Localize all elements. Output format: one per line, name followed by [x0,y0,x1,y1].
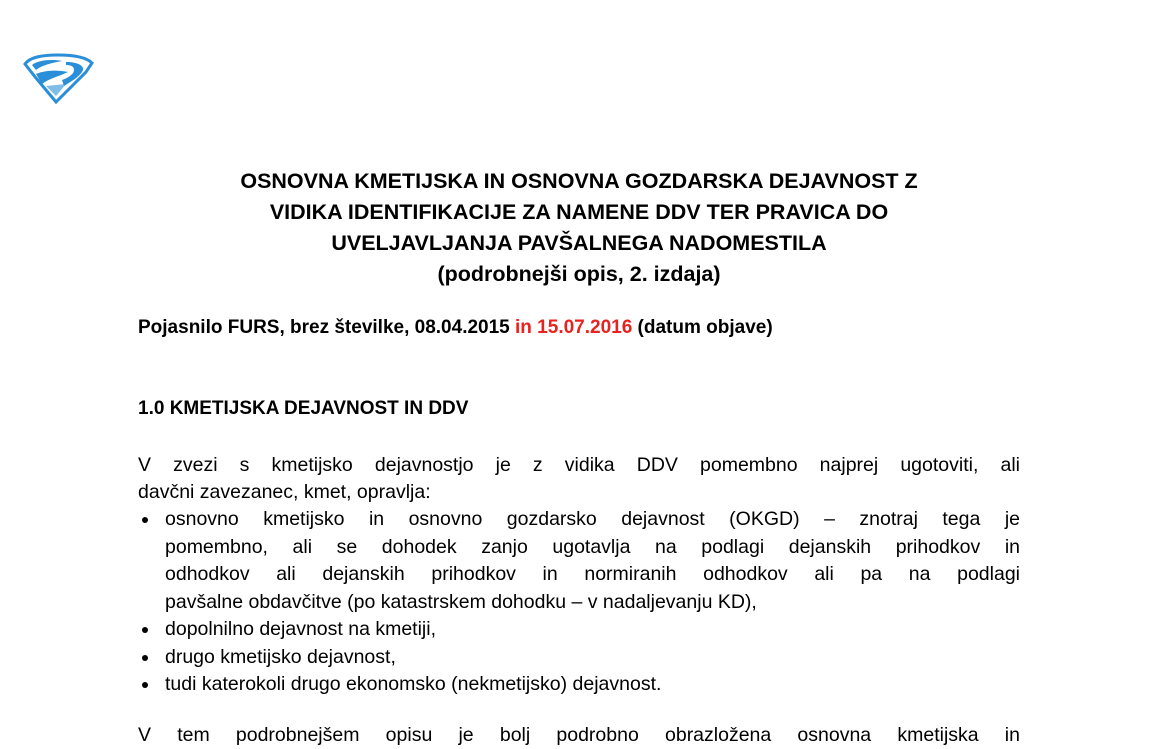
document-title [138,166,1020,290]
bullet-icon [142,627,148,633]
list-item-line: dopolnilno dejavnost na kmetiji, [165,618,437,640]
list-item [138,671,1020,699]
source-suffix: (datum objave) [632,317,773,338]
source-update-date: in 15.07.2016 [515,317,633,338]
paragraph-continued [138,722,1020,749]
list-item-line: tudi katerokoli drugo ekonomsko (nekmetijsko) dejavnost. [165,673,662,695]
bullet-icon [142,682,148,688]
list-item [138,644,1020,672]
list-item-line: pavšalne obdavčitve (po katastrskem dohodku – v nadaljevanju KD), [165,590,757,613]
list-item-line: odhodkov ali dejanskih prihodkov in normiranih odhodkov ali pa na podlagi [165,563,1020,585]
list-item [138,616,1020,644]
source-line [138,317,773,339]
bullet-icon [142,517,148,523]
title-edition: (podrobnejši opis, 2. izdaja) [437,262,721,286]
list-item-line: drugo kmetijsko dejavnost, [165,645,396,668]
title-line: OSNOVNA KMETIJSKA IN OSNOVNA GOZDARSKA DEJAVNOST Z [240,169,918,193]
paragraph-line: davčni zavezanec, kmet, opravlja: [138,481,431,503]
paragraph-line: V zvezi s kmetijsko dejavnostjo je z vidika DDV pomembno najprej ugotoviti, ali [138,454,1020,476]
logo-icon [22,52,94,104]
list-item [138,506,1020,616]
title-line: VIDIKA IDENTIFIKACIJE ZA NAMENE DDV TER PRAVICA DO [269,200,889,224]
list-item-line: pomembno, ali se dohodek zanjo ugotavlja na podlagi dejanskih prihodkov in [165,535,1020,558]
paragraph-line: V tem podrobnejšem opisu je bolj podrobno obrazložena osnovna kmetijska in [138,724,1020,746]
list-item-line: osnovno kmetijsko in osnovno gozdarsko dejavnost (OKGD) – znotraj tega je [165,508,1020,530]
title-line: UVELJAVLJANJA PAVŠALNEGA NADOMESTILA [331,231,827,255]
source-prefix: Pojasnilo FURS, brez številke, 08.04.2015 [138,317,516,338]
paragraph-intro [138,452,1020,506]
section-heading: 1.0 KMETIJSKA DEJAVNOST IN DDV [138,398,469,419]
bullet-icon [142,655,148,661]
activity-list [138,506,1020,699]
